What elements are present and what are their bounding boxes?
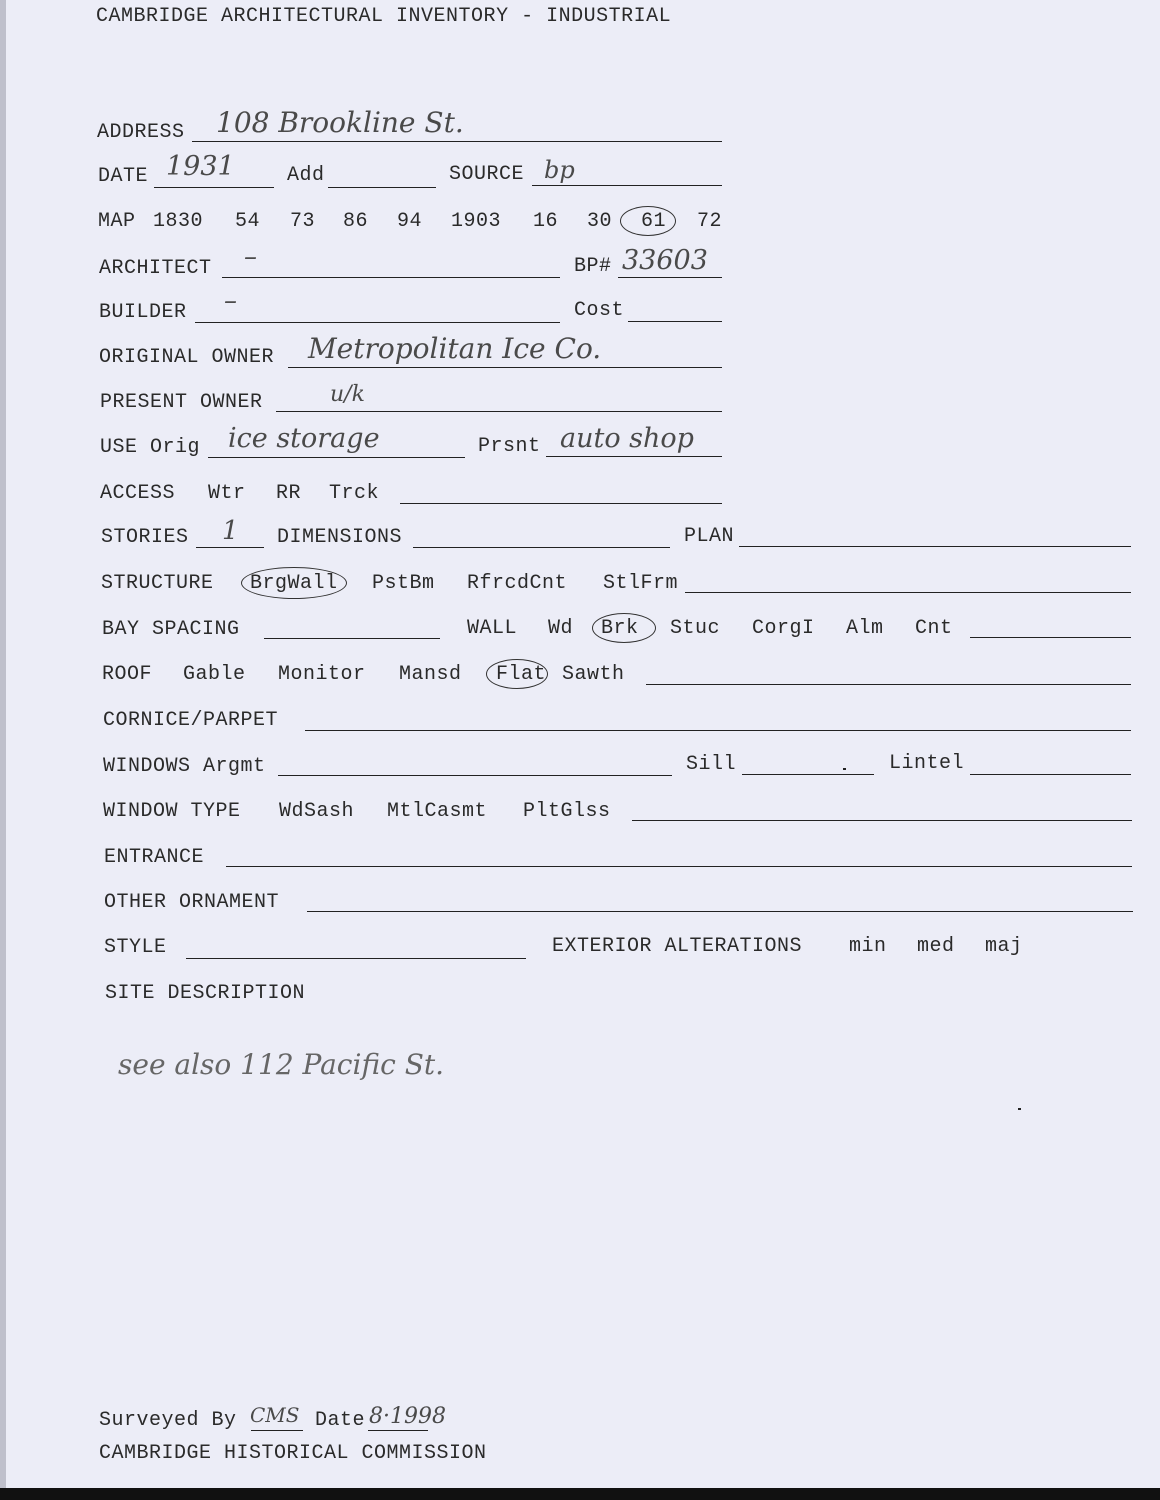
commission-footer: CAMBRIDGE HISTORICAL COMMISSION	[99, 1442, 487, 1465]
lintel-label: Lintel	[889, 752, 965, 775]
wall-option-wd: Wd	[548, 617, 574, 640]
structure-line	[685, 592, 1131, 593]
structure-option-stlfrm: StlFrm	[603, 572, 679, 595]
builder-line	[195, 322, 560, 323]
use-present-value: auto shop	[560, 423, 694, 454]
scan-left-edge	[0, 0, 6, 1500]
wall-selection-circle	[592, 613, 656, 643]
stories-label: STORIES	[101, 526, 189, 549]
map-year-1830: 1830	[153, 210, 204, 233]
style-label: STYLE	[104, 936, 167, 959]
surveyed-by-label: Surveyed By	[99, 1409, 237, 1432]
bp-value: 33603	[622, 245, 708, 276]
plan-label: PLAN	[684, 525, 735, 548]
window-type-line	[632, 820, 1132, 821]
sill-label: Sill	[686, 753, 737, 776]
alteration-option-min: min	[849, 935, 887, 958]
site-description-label: SITE DESCRIPTION	[105, 982, 306, 1005]
original-owner-label: ORIGINAL OWNER	[99, 346, 275, 369]
structure-option-pstbm: PstBm	[372, 572, 435, 595]
windows-argmt-line	[278, 775, 672, 776]
roof-option-gable: Gable	[183, 663, 246, 686]
roof-option-flat: Flat	[496, 663, 547, 686]
survey-date-label: Date	[315, 1409, 366, 1432]
access-label: ACCESS	[100, 482, 176, 505]
roof-option-sawth: Sawth	[562, 663, 625, 686]
original-owner-line	[288, 367, 722, 368]
map-year-54: 54	[235, 210, 261, 233]
cost-line	[628, 321, 722, 322]
windows-argmt-label: WINDOWS Argmt	[103, 755, 266, 778]
architect-line	[222, 277, 560, 278]
survey-date-value: 8·1998	[369, 1404, 446, 1429]
site-description-note: see also 112 Pacific St.	[118, 1048, 445, 1081]
stray-mark	[1018, 1108, 1021, 1110]
date-value: 1931	[166, 151, 235, 182]
cornice-line	[305, 730, 1131, 731]
stories-line	[196, 547, 264, 548]
roof-label: ROOF	[102, 663, 153, 686]
structure-option-rfrcdcnt: RfrcdCnt	[467, 572, 568, 595]
access-option-trck: Trck	[329, 482, 380, 505]
map-label: MAP	[98, 210, 136, 233]
use-present-label: Prsnt	[478, 435, 541, 458]
roof-selection-circle	[486, 659, 548, 689]
surveyed-by-value: CMS	[250, 1403, 300, 1427]
use-orig-value: ice storage	[228, 423, 380, 454]
map-year-94: 94	[397, 210, 423, 233]
use-present-line	[546, 456, 722, 457]
access-option-rr: RR	[276, 482, 302, 505]
other-ornament-label: OTHER ORNAMENT	[104, 891, 280, 914]
window-type-option-wdsash: WdSash	[279, 800, 355, 823]
bp-label: BP#	[574, 255, 612, 278]
use-orig-label: USE Orig	[100, 436, 201, 459]
alteration-option-med: med	[917, 935, 955, 958]
entrance-label: ENTRANCE	[104, 846, 205, 869]
architect-value: –	[244, 242, 257, 272]
dimensions-label: DIMENSIONS	[277, 526, 403, 549]
map-year-86: 86	[343, 210, 369, 233]
sill-line	[742, 774, 874, 775]
add-label: Add	[287, 164, 325, 187]
map-year-16: 16	[533, 210, 559, 233]
scan-bottom-edge	[0, 1488, 1160, 1500]
surveyed-by-line	[251, 1430, 303, 1431]
dimensions-line	[413, 547, 670, 548]
style-line	[186, 958, 526, 959]
lintel-line	[970, 774, 1131, 775]
form-header: CAMBRIDGE ARCHITECTURAL INVENTORY - INDUSTRIAL	[96, 5, 672, 28]
source-value: bp	[544, 156, 575, 184]
present-owner-label: PRESENT OWNER	[100, 391, 263, 414]
sill-mark	[843, 768, 846, 770]
wall-option-brk: Brk	[601, 617, 639, 640]
builder-label: BUILDER	[99, 301, 187, 324]
structure-selection-circle	[241, 567, 347, 599]
architect-label: ARCHITECT	[99, 257, 212, 280]
original-owner-value: Metropolitan Ice Co.	[308, 332, 602, 365]
address-line	[192, 141, 722, 142]
wall-option-cnt: Cnt	[915, 617, 953, 640]
cost-label: Cost	[574, 299, 625, 322]
window-type-option-pltglss: PltGlss	[523, 800, 611, 823]
roof-option-mansd: Mansd	[399, 663, 462, 686]
wall-line	[970, 637, 1131, 638]
alteration-option-maj: maj	[985, 935, 1023, 958]
wall-option-stuc: Stuc	[670, 617, 721, 640]
address-label: ADDRESS	[97, 121, 185, 144]
present-owner-value: u/k	[330, 382, 365, 407]
map-year-61: 61	[641, 210, 667, 233]
map-year-30: 30	[587, 210, 613, 233]
cornice-label: CORNICE/PARPET	[103, 709, 279, 732]
wall-label: WALL	[467, 617, 518, 640]
map-year-73: 73	[290, 210, 316, 233]
source-line	[532, 185, 722, 186]
use-orig-line	[208, 457, 465, 458]
builder-value: –	[224, 286, 237, 316]
bay-spacing-label: BAY SPACING	[102, 618, 240, 641]
window-type-label: WINDOW TYPE	[103, 800, 241, 823]
map-year-72: 72	[697, 210, 723, 233]
date-line	[154, 187, 274, 188]
map-year-1903: 1903	[451, 210, 502, 233]
present-owner-line	[276, 411, 722, 412]
wall-option-alm: Alm	[846, 617, 884, 640]
date-label: DATE	[98, 165, 149, 188]
other-ornament-line	[307, 911, 1133, 912]
exterior-alterations-label: EXTERIOR ALTERATIONS	[552, 935, 803, 958]
bay-spacing-line	[264, 638, 440, 639]
roof-option-monitor: Monitor	[278, 663, 366, 686]
add-line	[328, 187, 436, 188]
entrance-line	[226, 866, 1132, 867]
stories-value: 1	[222, 516, 239, 546]
source-label: SOURCE	[449, 163, 525, 186]
wall-option-corgi: CorgI	[752, 617, 815, 640]
map-year-selection-circle	[620, 206, 676, 236]
structure-label: STRUCTURE	[101, 572, 214, 595]
window-type-option-mtlcasmt: MtlCasmt	[387, 800, 488, 823]
bp-line	[618, 277, 722, 278]
roof-line	[646, 684, 1131, 685]
access-line	[400, 503, 722, 504]
structure-option-brgwall: BrgWall	[250, 572, 338, 595]
plan-line	[739, 546, 1131, 547]
access-option-wtr: Wtr	[208, 482, 246, 505]
address-value: 108 Brookline St.	[216, 106, 464, 139]
